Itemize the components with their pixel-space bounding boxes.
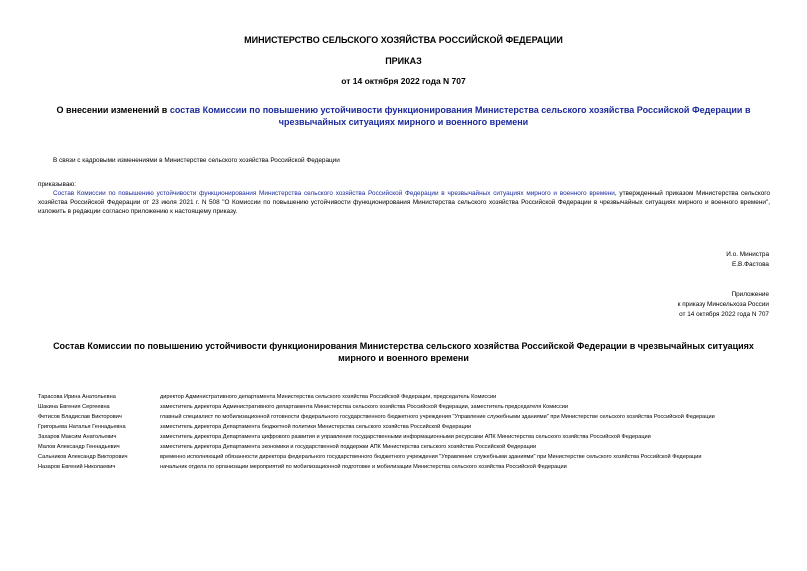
table-row <box>38 413 772 423</box>
member-role: заместитель директора Административного департамента Министерства сельского хозяйства Российской Федерации, заместитель председателя Комиссии <box>160 404 569 410</box>
main-paragraph-mid[interactable]: , утвержденный приказом Министерства сельского хозяйства Российской Федерации от 23 июля 2021 г. N 508 "О Комиссии по повышению устойчивости функционирования Министерства сельского хозяйства Российской Федерации в чрезвычайных ситуациях мирного и военного времени" <box>38 190 770 206</box>
member-role: начальник отдела по организации мероприятий по мобилизационной подготовке и мобилизации Министерства сельского хозяйства Российской Федерации <box>160 464 567 470</box>
member-name: Григорьева Наталья Геннадьевна <box>38 424 126 430</box>
appendix-label: Приложение <box>731 291 769 298</box>
doc-type-heading: ПРИКАЗ <box>385 56 422 66</box>
member-name: Малов Александр Геннадьевич <box>38 444 120 450</box>
members-table <box>38 393 772 473</box>
member-role: заместитель директора Департамента экономики и государственной поддержки АПК Министерства сельского хозяйства Российской Федерации <box>160 444 537 450</box>
appendix-ref: к приказу Минсельхоза России <box>677 301 769 308</box>
main-paragraph <box>38 189 770 216</box>
table-row <box>38 403 772 413</box>
member-role: главный специалист по мобилизационной готовности федерального государственного бюджетного учреждения "Управление служебными зданиями" при Министерстве сельского хозяйства Российской Федерации <box>160 414 715 420</box>
intro-paragraph: В связи с кадровыми изменениями в Министерстве сельского хозяйства Российской Федерации <box>53 157 340 164</box>
table-row <box>38 443 772 453</box>
doc-date-number: от 14 октября 2022 года N 707 <box>341 76 466 86</box>
doc-title-link[interactable]: состав Комиссии по повышению устойчивости функционирования Министерства сельского хозяйства Российской Федерации в чрезвычайных ситуациях мирного и военного времени <box>169 105 751 127</box>
table-row <box>38 453 772 463</box>
doc-title-prefix: О внесении изменений в <box>56 105 170 115</box>
main-paragraph-tail: , изложить в редакции согласно приложению к настоящему приказу. <box>38 199 770 215</box>
member-role: заместитель директора Департамента бюджетной политики Министерства сельского хозяйства Российской Федерации <box>160 424 472 430</box>
doc-title <box>30 104 777 128</box>
ministry-heading: МИНИСТЕРСТВО СЕЛЬСКОГО ХОЗЯЙСТВА РОССИЙСКОЙ ФЕДЕРАЦИИ <box>244 35 563 45</box>
table-row <box>38 433 772 443</box>
member-role: директор Административного департамента Министерства сельского хозяйства Российской Федерации, председатель Комиссии <box>160 394 497 400</box>
signature-position: И.о. Министра <box>726 251 769 258</box>
table-row <box>38 393 772 403</box>
composition-link[interactable]: Состав Комиссии по повышению устойчивости функционирования Министерства сельского хозяйства Российской Федерации в чрезвычайных ситуациях мирного и военного времени <box>53 190 615 197</box>
member-name: Тарасова Ирина Анатольевна <box>38 394 116 400</box>
table-row <box>38 423 772 433</box>
member-name: Шакина Евгения Сергеевна <box>38 404 110 410</box>
member-name: Назаров Евгений Николаевич <box>38 464 116 470</box>
appendix-block <box>678 290 769 320</box>
order-word: приказываю: <box>38 181 76 188</box>
member-name: Сальников Александр Викторович <box>38 454 128 460</box>
composition-title: Состав Комиссии по повышению устойчивости функционирования Министерства сельского хозяйства Российской Федерации в чрезвычайных ситуациях мирного и военного времени <box>53 341 754 363</box>
appendix-date: от 14 октября 2022 года N 707 <box>679 311 769 318</box>
member-name: Фетисов Владислав Викторович <box>38 414 122 420</box>
signature-block <box>726 250 769 270</box>
signature-name: Е.В.Фастова <box>732 261 769 268</box>
member-role: временно исполняющий обязанности директора федерального государственного бюджетного учреждения "Управление служебными зданиями" при Министерстве сельского хозяйства Российской Федерации <box>160 454 702 460</box>
member-name: Захаров Максим Анатольевич <box>38 434 117 440</box>
member-role: заместитель директора Департамента цифрового развития и управления государственными информационными ресурсами АПК Министерства сельского хозяйства Российской Федерации <box>160 434 651 440</box>
table-row <box>38 463 772 473</box>
